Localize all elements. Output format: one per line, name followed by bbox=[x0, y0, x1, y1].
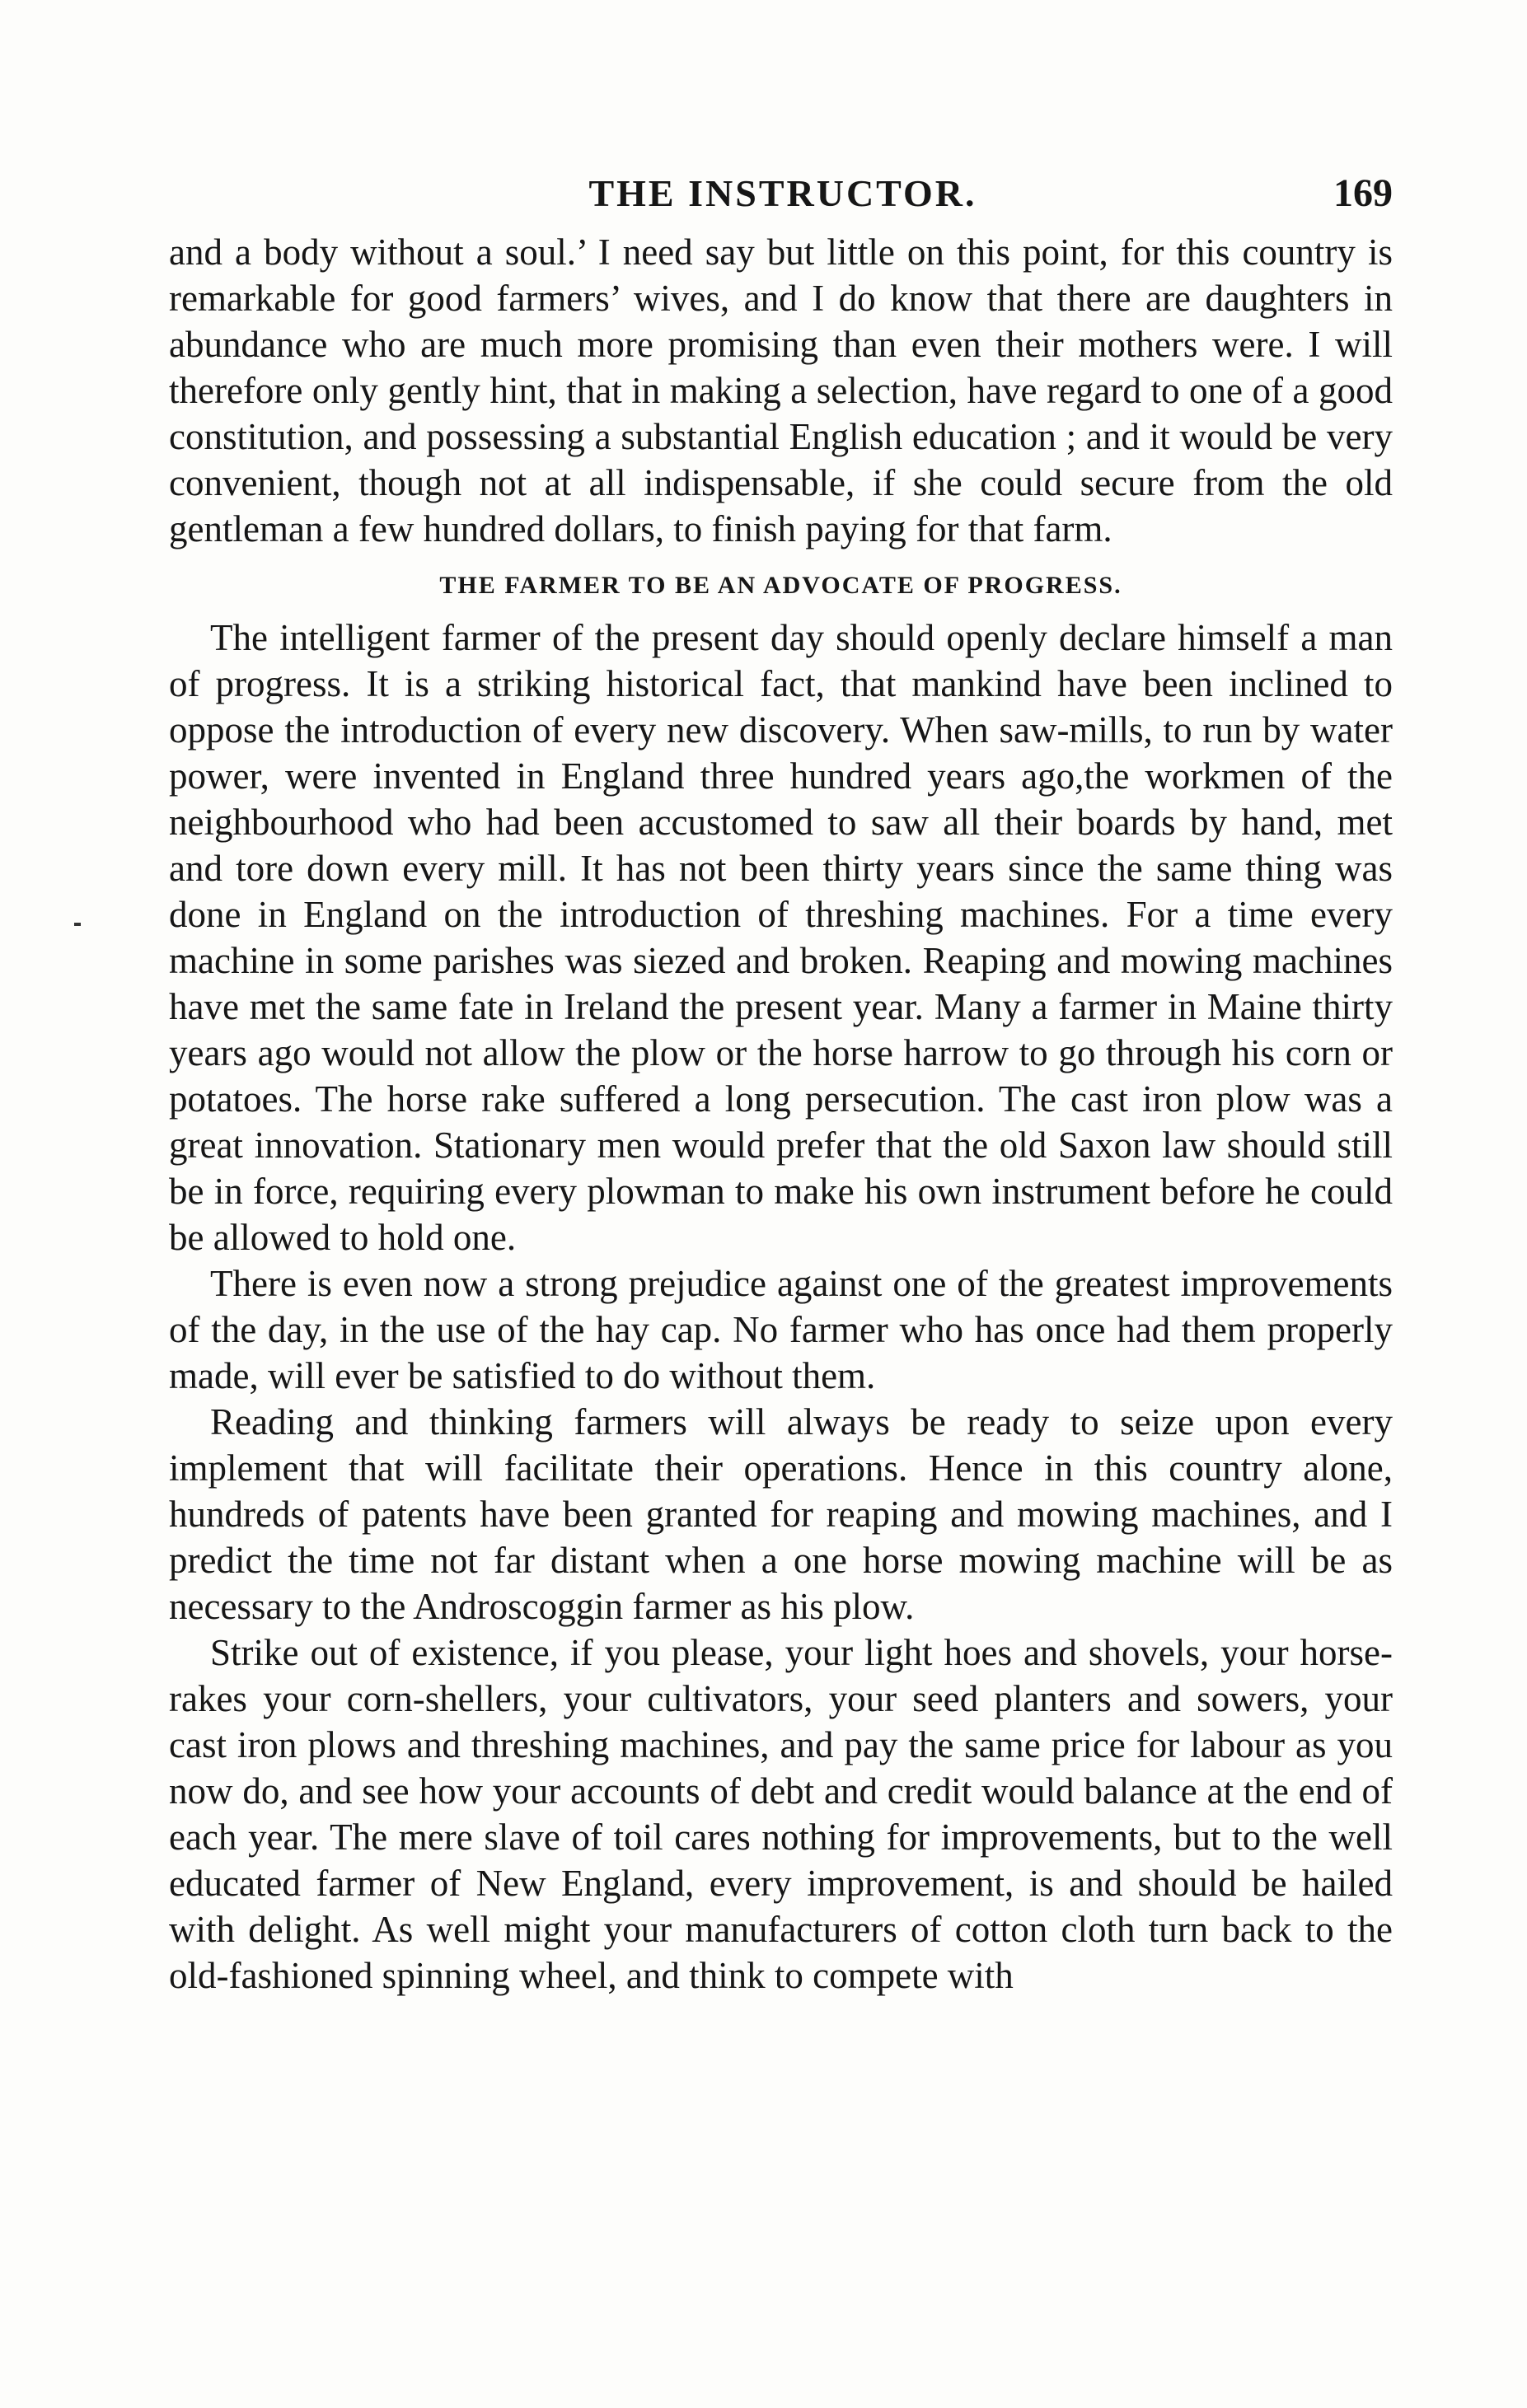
section-heading: THE FARMER TO BE AN ADVOCATE OF PROGRESS. bbox=[439, 572, 1122, 599]
margin-mark bbox=[74, 923, 81, 926]
paragraph: The intelligent farmer of the present day should openly declare himself a man of progress. It is a striking historical fact, that mankind have been inclined to oppose the introduction of every new discovery. When saw-mills, to run by water power, were invented in England three hundred years ago,the workmen of the neighbourhood who had been accustomed to saw all their boards by hand, met and tore down every mill. It has not been thirty years since the same thing was done in England on the introduction of threshing machines. For a time every machine in some parishes was siezed and broken. Reaping and mowing machines have met the same fate in Ireland the present year. Many a farmer in Maine thirty years ago would not allow the plow or the horse harrow to go through his corn or potatoes. The horse rake suffered a long persecution. The cast iron plow was a great innovation. Stationary men would prefer that the old Saxon law should still be in force, requiring every plowman to make his own instrument before he could be allowed to hold one. bbox=[169, 617, 1393, 1258]
paragraph: There is even now a strong prejudice against one of the greatest improvements of the day, in the use of the hay cap. No farmer who has once had them properly made, will ever be satisfied to do without them. bbox=[169, 1263, 1393, 1396]
paragraph: Strike out of existence, if you please, your light hoes and shovels, your horse-rakes your corn-shellers, your cultivators, your seed planters and sowers, your cast iron plows and threshing machines, and pay the same price for labour as you now do, and see how your accounts of debt and credit would balance at the end of each year. The mere slave of toil cares nothing for improvements, but to the well educated farmer of New England, every improvement, is and should be hailed with delight. As well might your manufacturers of cotton cloth turn back to the old-fashioned spinning wheel, and think to compete with bbox=[169, 1632, 1393, 1996]
running-title: THE INSTRUCTOR. bbox=[588, 172, 977, 214]
body-text bbox=[169, 229, 1393, 1999]
running-head bbox=[173, 169, 1393, 218]
opening-paragraph: and a body without a soul.’ I need say but little on this point, for this country is remarkable for good farmers’ wives, and I do know that there are daughters in abundance who are much more promising than even their mothers were. I will therefore only gently hint, that in making a selection, have regard to one of a good constitution, and possessing a substantial English education ; and it would be very convenient, though not at all indispensable, if she could secure from the old gentleman a few hundred dollars, to finish paying for that farm. bbox=[169, 231, 1393, 549]
page-number: 169 bbox=[1333, 171, 1393, 215]
paragraph: Reading and thinking farmers will always be ready to seize upon every implement that will facilitate their operations. Hence in this country alone, hundreds of patents have been granted for reaping and mowing machines, and I predict the time not far distant when a one horse mowing machine will be as necessary to the Androscoggin farmer as his plow. bbox=[169, 1401, 1393, 1627]
